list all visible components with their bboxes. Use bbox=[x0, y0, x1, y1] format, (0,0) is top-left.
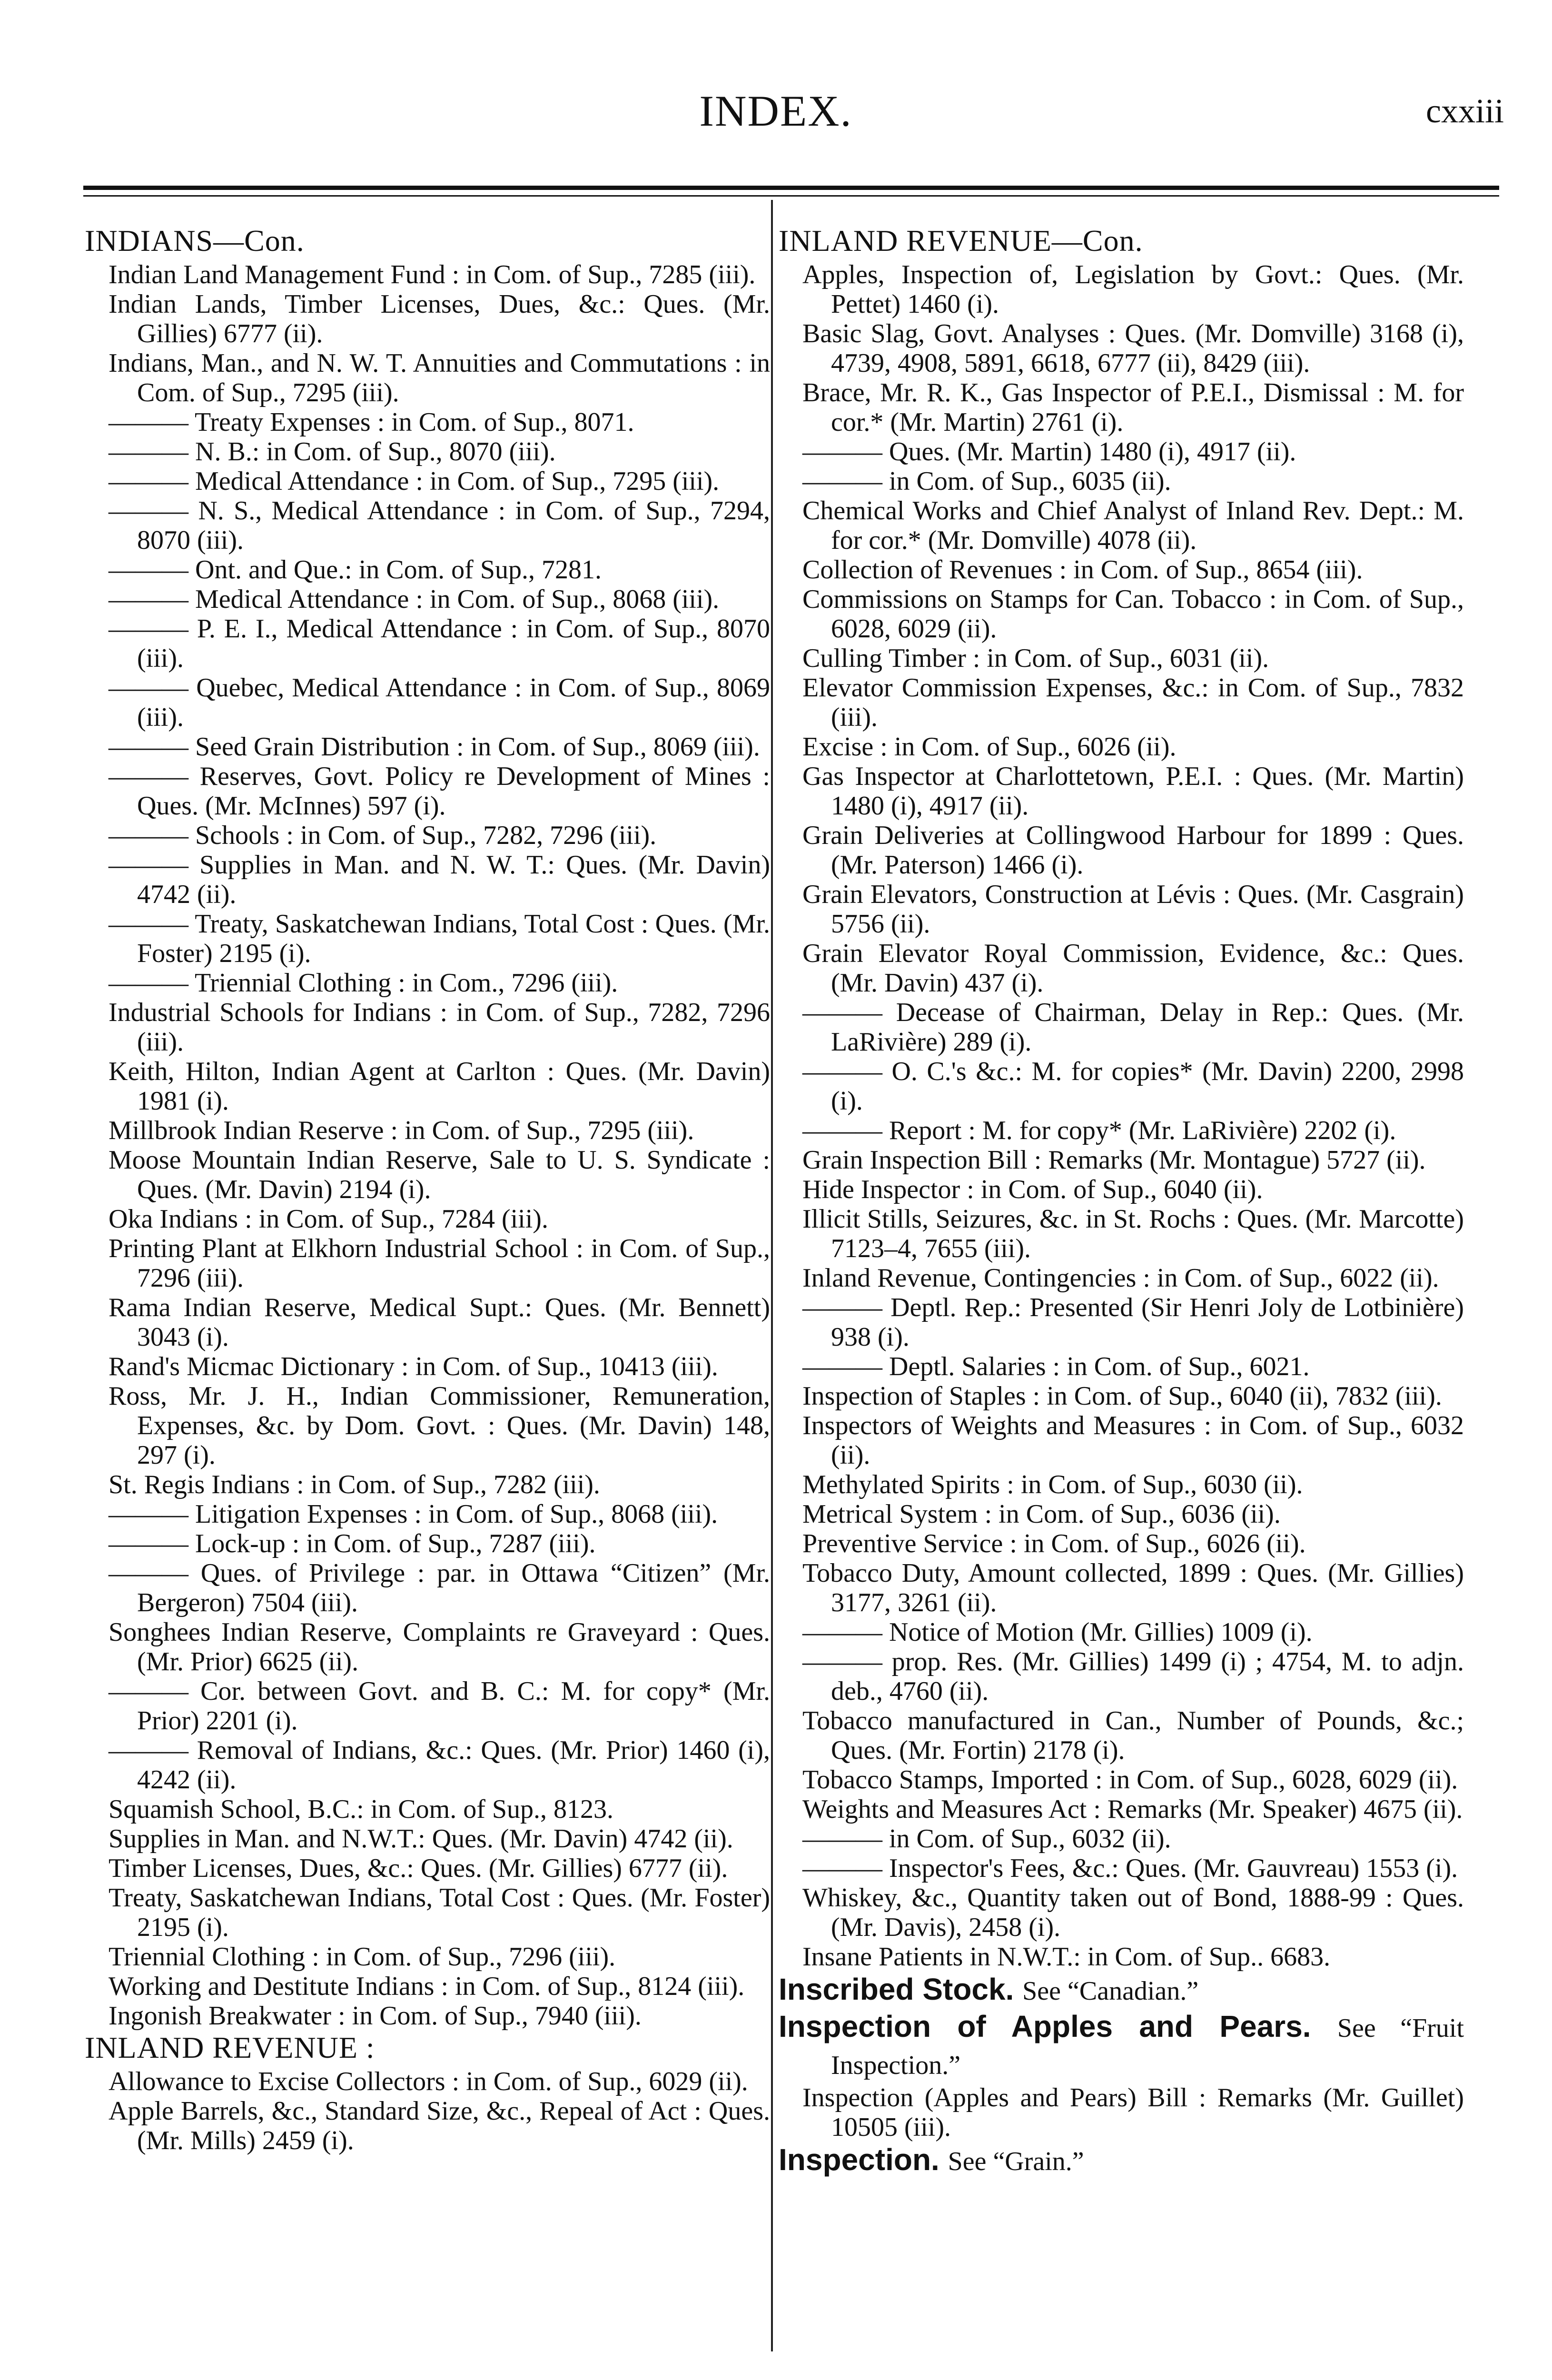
index-entry: Working and Destitute Indians : in Com. of Sup., 8124 (iii). bbox=[109, 1972, 745, 2001]
index-entry: St. Regis Indians : in Com. of Sup., 7282 (iii). bbox=[109, 1470, 600, 1499]
left-column bbox=[85, 224, 770, 2155]
index-entry: Industrial Schools for Indians : in Com. of Sup., 7282, 7296 (iii). bbox=[109, 998, 770, 1057]
index-entry: Gas Inspector at Charlottetown, P.E.I. : Ques. (Mr. Martin) 1480 (i), 4917 (ii). bbox=[802, 762, 1464, 821]
see-reference: See “Canadian.” bbox=[1022, 1976, 1199, 2006]
index-entry: Preventive Service : in Com. of Sup., 6026 (ii). bbox=[802, 1529, 1306, 1558]
index-entry: Culling Timber : in Com. of Sup., 6031 (ii). bbox=[802, 644, 1269, 673]
section-heading: INDIANS—Con. bbox=[85, 224, 305, 258]
index-entry: ——— Ques. of Privilege : par. in Ottawa “Citizen” (Mr. Bergeron) 7504 (iii). bbox=[109, 1558, 770, 1617]
index-entry: Insane Patients in N.W.T.: in Com. of Sup.. 6683. bbox=[802, 1942, 1331, 1972]
index-entry: ——— N. B.: in Com. of Sup., 8070 (iii). bbox=[109, 437, 556, 466]
index-entry: Indian Lands, Timber Licenses, Dues, &c.: Ques. (Mr. Gillies) 6777 (ii). bbox=[109, 289, 770, 348]
index-entry: Oka Indians : in Com. of Sup., 7284 (iii). bbox=[109, 1204, 548, 1234]
index-entry: ——— O. C.'s &c.: M. for copies* (Mr. Davin) 2200, 2998 (i). bbox=[802, 1057, 1464, 1116]
index-entry: Inspection of Staples : in Com. of Sup., 6040 (ii), 7832 (iii). bbox=[802, 1381, 1442, 1411]
index-entry: Elevator Commission Expenses, &c.: in Com. of Sup., 7832 (iii). bbox=[802, 673, 1464, 732]
index-entry: ——— Medical Attendance : in Com. of Sup., 7295 (iii). bbox=[109, 466, 720, 496]
index-entry: Grain Deliveries at Collingwood Harbour for 1899 : Ques. (Mr. Paterson) 1466 (i). bbox=[802, 821, 1464, 880]
index-entry: Methylated Spirits : in Com. of Sup., 6030 (ii). bbox=[802, 1470, 1303, 1499]
index-entry: ——— N. S., Medical Attendance : in Com. of Sup., 7294, 8070 (iii). bbox=[109, 496, 770, 555]
index-entry: Whiskey, &c., Quantity taken out of Bond, 1888-99 : Ques. (Mr. Davis), 2458 (i). bbox=[802, 1883, 1464, 1942]
index-entry: Hide Inspector : in Com. of Sup., 6040 (ii). bbox=[802, 1175, 1263, 1204]
index-entry: Weights and Measures Act : Remarks (Mr. Speaker) 4675 (ii). bbox=[802, 1795, 1463, 1824]
index-entry: Commissions on Stamps for Can. Tobacco : in Com. of Sup., 6028, 6029 (ii). bbox=[802, 585, 1464, 644]
index-entry: ——— in Com. of Sup., 6032 (ii). bbox=[802, 1824, 1171, 1854]
index-entry: Inspection (Apples and Pears) Bill : Remarks (Mr. Guillet) 10505 (iii). bbox=[802, 2083, 1464, 2142]
header-rule bbox=[83, 186, 1499, 190]
bold-index-entry bbox=[779, 2142, 1464, 2179]
entry-list bbox=[779, 260, 1464, 1942]
index-entry: Indian Land Management Fund : in Com. of Sup., 7285 (iii). bbox=[109, 260, 756, 289]
section-heading: INLAND REVENUE : bbox=[85, 2031, 375, 2064]
index-entry: Millbrook Indian Reserve : in Com. of Sup., 7295 (iii). bbox=[109, 1116, 694, 1145]
header-rule-thin bbox=[83, 195, 1499, 197]
index-entry: Moose Mountain Indian Reserve, Sale to U. S. Syndicate : Ques. (Mr. Davin) 2194 (i). bbox=[109, 1145, 770, 1204]
column-divider bbox=[771, 200, 773, 2351]
index-entry: ——— Inspector's Fees, &c.: Ques. (Mr. Gauvreau) 1553 (i). bbox=[802, 1854, 1458, 1883]
index-entry: ——— P. E. I., Medical Attendance : in Com. of Sup., 8070 (iii). bbox=[109, 614, 770, 673]
index-entry: ——— Notice of Motion (Mr. Gillies) 1009 (i). bbox=[802, 1617, 1313, 1647]
index-entry: ——— prop. Res. (Mr. Gillies) 1499 (i) ; 4754, M. to adjn. deb., 4760 (ii). bbox=[802, 1647, 1464, 1706]
index-entry: ——— Ont. and Que.: in Com. of Sup., 7281. bbox=[109, 555, 602, 585]
bold-index-entry bbox=[779, 2009, 1464, 2083]
index-entry: ——— Deptl. Salaries : in Com. of Sup., 6021. bbox=[802, 1352, 1310, 1381]
index-entry: Indians, Man., and N. W. T. Annuities and Commutations : in Com. of Sup., 7295 (iii). bbox=[109, 348, 770, 407]
index-entry: ——— Treaty Expenses : in Com. of Sup., 8071. bbox=[109, 407, 634, 437]
index-entry: Tobacco Duty, Amount collected, 1899 : Ques. (Mr. Gillies) 3177, 3261 (ii). bbox=[802, 1558, 1464, 1617]
bold-term: Inscribed Stock. bbox=[779, 1972, 1014, 2006]
index-entry: Supplies in Man. and N.W.T.: Ques. (Mr. Davin) 4742 (ii). bbox=[109, 1824, 733, 1854]
index-entry: ——— Litigation Expenses : in Com. of Sup., 8068 (iii). bbox=[109, 1499, 718, 1529]
index-entry: Triennial Clothing : in Com. of Sup., 7296 (iii). bbox=[109, 1942, 616, 1972]
index-entry: Tobacco manufactured in Can., Number of Pounds, &c.; Ques. (Mr. Fortin) 2178 (i). bbox=[802, 1706, 1464, 1765]
index-entry: Songhees Indian Reserve, Complaints re Graveyard : Ques. (Mr. Prior) 6625 (ii). bbox=[109, 1617, 770, 1676]
bold-index-entry bbox=[779, 1972, 1464, 2009]
index-entry: Rand's Micmac Dictionary : in Com. of Sup., 10413 (iii). bbox=[109, 1352, 718, 1381]
page-number: cxxiii bbox=[1426, 92, 1504, 130]
index-entry: ——— Reserves, Govt. Policy re Development of Mines : Ques. (Mr. McInnes) 597 (i). bbox=[109, 762, 770, 821]
see-reference: See “Fruit Inspection.” bbox=[831, 2013, 1464, 2080]
index-entry: ——— Lock-up : in Com. of Sup., 7287 (iii). bbox=[109, 1529, 596, 1558]
index-entry: Grain Elevator Royal Commission, Evidence, &c.: Ques. (Mr. Davin) 437 (i). bbox=[802, 939, 1464, 998]
index-entry: Metrical System : in Com. of Sup., 6036 (ii). bbox=[802, 1499, 1281, 1529]
index-entry: Printing Plant at Elkhorn Industrial School : in Com. of Sup., 7296 (iii). bbox=[109, 1234, 770, 1293]
index-entry: Ingonish Breakwater : in Com. of Sup., 7940 (iii). bbox=[109, 2001, 642, 2031]
bold-entry-list bbox=[779, 1972, 1464, 2083]
index-entry: ——— Supplies in Man. and N. W. T.: Ques. (Mr. Davin) 4742 (ii). bbox=[109, 850, 770, 909]
index-entry: Squamish School, B.C.: in Com. of Sup., 8123. bbox=[109, 1795, 613, 1824]
index-entry: Collection of Revenues : in Com. of Sup., 8654 (iii). bbox=[802, 555, 1363, 585]
index-entry: Excise : in Com. of Sup., 6026 (ii). bbox=[802, 732, 1176, 762]
index-entry: ——— Decease of Chairman, Delay in Rep.: Ques. (Mr. LaRivière) 289 (i). bbox=[802, 998, 1464, 1057]
index-entry: Chemical Works and Chief Analyst of Inland Rev. Dept.: M. for cor.* (Mr. Domville) 4078 (ii). bbox=[802, 496, 1464, 555]
entry-list bbox=[85, 2067, 770, 2155]
index-entry: ——— Triennial Clothing : in Com., 7296 (iii). bbox=[109, 968, 618, 998]
page-title: INDEX. bbox=[699, 87, 852, 135]
index-entry: Grain Inspection Bill : Remarks (Mr. Montague) 5727 (ii). bbox=[802, 1145, 1426, 1175]
index-entry: Apple Barrels, &c., Standard Size, &c., Repeal of Act : Ques. (Mr. Mills) 2459 (i). bbox=[109, 2096, 770, 2155]
index-entry: ——— in Com. of Sup., 6035 (ii). bbox=[802, 466, 1171, 496]
index-entry: ——— Ques. (Mr. Martin) 1480 (i), 4917 (ii). bbox=[802, 437, 1296, 466]
index-entry: Allowance to Excise Collectors : in Com. of Sup., 6029 (ii). bbox=[109, 2067, 748, 2096]
index-entry: Treaty, Saskatchewan Indians, Total Cost : Ques. (Mr. Foster) 2195 (i). bbox=[109, 1883, 770, 1942]
index-entry: Tobacco Stamps, Imported : in Com. of Sup., 6028, 6029 (ii). bbox=[802, 1765, 1458, 1795]
see-reference: See “Grain.” bbox=[948, 2147, 1084, 2176]
index-entry: Apples, Inspection of, Legislation by Govt.: Ques. (Mr. Pettet) 1460 (i). bbox=[802, 260, 1464, 319]
index-entry: ——— Report : M. for copy* (Mr. LaRivière) 2202 (i). bbox=[802, 1116, 1396, 1145]
index-entry: ——— Medical Attendance : in Com. of Sup., 8068 (iii). bbox=[109, 585, 720, 614]
index-entry: Ross, Mr. J. H., Indian Commissioner, Remuneration, Expenses, &c. by Dom. Govt. : Ques. (Mr. Davin) 148, 297 (i). bbox=[109, 1381, 770, 1470]
index-entry: Inland Revenue, Contingencies : in Com. of Sup., 6022 (ii). bbox=[802, 1263, 1439, 1293]
index-entry: Brace, Mr. R. K., Gas Inspector of P.E.I., Dismissal : M. for cor.* (Mr. Martin) 2761 (i). bbox=[802, 378, 1464, 437]
index-entry: Inspectors of Weights and Measures : in Com. of Sup., 6032 (ii). bbox=[802, 1411, 1464, 1470]
index-entry: Timber Licenses, Dues, &c.: Ques. (Mr. Gillies) 6777 (ii). bbox=[109, 1854, 728, 1883]
index-entry: ——— Seed Grain Distribution : in Com. of Sup., 8069 (iii). bbox=[109, 732, 760, 762]
index-entry: ——— Schools : in Com. of Sup., 7282, 7296 (iii). bbox=[109, 821, 657, 850]
section-heading: INLAND REVENUE—Con. bbox=[779, 224, 1143, 258]
index-entry: ——— Treaty, Saskatchewan Indians, Total Cost : Ques. (Mr. Foster) 2195 (i). bbox=[109, 909, 770, 968]
right-column bbox=[779, 224, 1464, 2179]
bold-term: Inspection of Apples and Pears. bbox=[779, 2009, 1311, 2043]
index-entry: ——— Deptl. Rep.: Presented (Sir Henri Joly de Lotbinière) 938 (i). bbox=[802, 1293, 1464, 1352]
page-header bbox=[0, 0, 1552, 157]
index-entry: Grain Elevators, Construction at Lévis : Ques. (Mr. Casgrain) 5756 (ii). bbox=[802, 880, 1464, 939]
index-entry: Illicit Stills, Seizures, &c. in St. Rochs : Ques. (Mr. Marcotte) 7123–4, 7655 (iii). bbox=[802, 1204, 1464, 1263]
entry-list bbox=[85, 260, 770, 2001]
index-entry: Rama Indian Reserve, Medical Supt.: Ques. (Mr. Bennett) 3043 (i). bbox=[109, 1293, 770, 1352]
index-entry: ——— Quebec, Medical Attendance : in Com. of Sup., 8069 (iii). bbox=[109, 673, 770, 732]
index-entry: Basic Slag, Govt. Analyses : Ques. (Mr. Domville) 3168 (i), 4739, 4908, 5891, 6618, 6777 (ii), 8429 (iii). bbox=[802, 319, 1464, 378]
index-entry: Keith, Hilton, Indian Agent at Carlton : Ques. (Mr. Davin) 1981 (i). bbox=[109, 1057, 770, 1116]
index-entry: ——— Removal of Indians, &c.: Ques. (Mr. Prior) 1460 (i), 4242 (ii). bbox=[109, 1735, 770, 1795]
bold-term: Inspection. bbox=[779, 2142, 939, 2177]
index-entry: ——— Cor. between Govt. and B. C.: M. for copy* (Mr. Prior) 2201 (i). bbox=[109, 1676, 770, 1735]
